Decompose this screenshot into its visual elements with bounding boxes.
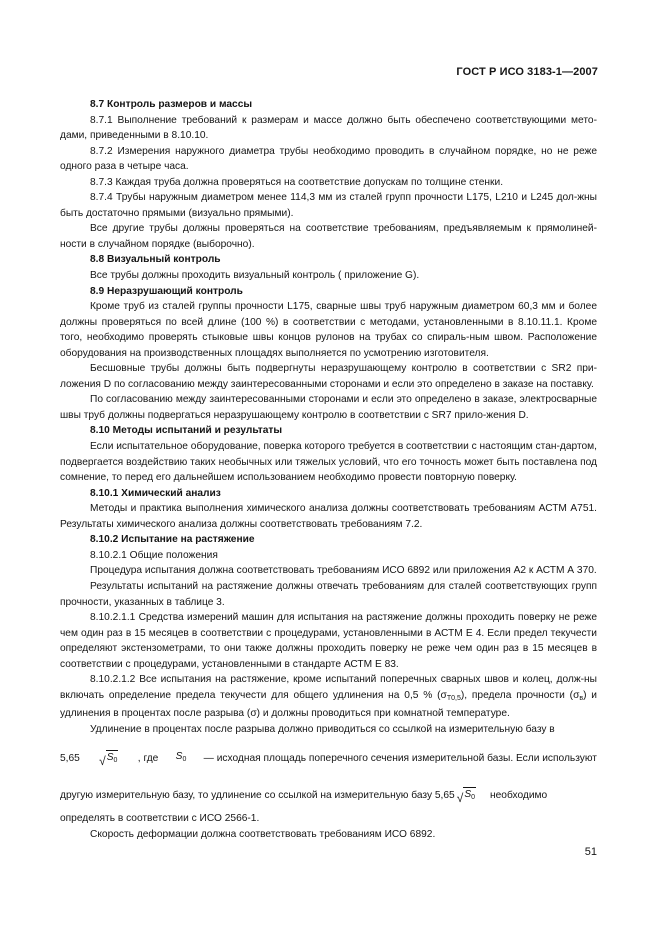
section-heading: 8.10.2 Испытание на растяжение bbox=[90, 534, 255, 546]
formula-text-where: , где bbox=[137, 752, 159, 764]
paragraph: Бесшовные трубы должны быть подвергнуты неразрушающему контролю в соответствии с SR2 при-ложения D по согласованию между заинтересованными сторонами и если это определено в заказе на поставку. bbox=[60, 363, 597, 390]
formula2-text-tail: необходимо bbox=[490, 789, 548, 801]
area-symbol: $S_0$ bbox=[175, 751, 187, 764]
paragraph: Все трубы должны проходить визуальный контроль ( приложение G). bbox=[90, 270, 420, 282]
formula2-text: другую измерительную базу, то удлинение со ссылкой на измерительную базу 5,65 bbox=[60, 789, 455, 801]
paragraph: 8.10.2.1 Общие положения bbox=[90, 549, 218, 561]
paragraph: По согласованию между заинтересованными сторонами и если это определено в заказе, электросварные швы труб должны подвергаться неразрушающему контролю в соответствии с SR7 прило-жения D. bbox=[60, 394, 597, 421]
paragraph-strain-rate: Скорость деформации должна соответствовать требованиям ИСО 6892. bbox=[90, 828, 436, 840]
paragraph: Результаты испытаний на растяжение должны отвечать требованиям для сталей соответствующих групп прочности, указанных в таблице 3. bbox=[60, 580, 597, 608]
section-heading: 8.7 Контроль размеров и массы bbox=[90, 99, 253, 110]
paragraph: 8.7.2 Измерения наружного диаметра трубы необходимо проводить в случайном порядке, но не реже одного раза в четыре часа. bbox=[60, 145, 597, 173]
sqrt-formula: √ $S_0$ bbox=[99, 751, 118, 768]
paragraph: 8.7.1 Выполнение требований к размерам и массе должно быть обеспечено соответствующими мето-дами, приведенными в 8.10.10. bbox=[60, 114, 597, 142]
sqrt-formula-2: √ $S_0$ bbox=[456, 788, 476, 805]
paragraph: Процедура испытания должна соответствовать требованиям ИСО 6892 или приложения А2 к АСТМ А 370. bbox=[90, 565, 597, 577]
paragraph: Кроме труб из сталей группы прочности L175, сварные швы труб наружным диаметром 60,3 мм и более должны проверяться по всей длине (100 %) в соответствии с методами, установленными в 8.10.11.1. Кроме того, необходимо проверять стыковые швы концов рулонов на трубах со спираль-ным швом. Расположение оборудования на производственных площадях выполняется по усмотрению изготовителя. bbox=[60, 301, 597, 359]
paragraph: 8.7.3 Каждая труба должна проверяться на соответствие допускам по толщине стенки. bbox=[90, 176, 504, 188]
paragraph: 8.7.4 Трубы наружным диаметром менее 114,3 мм из сталей групп прочности L175, L210 и L245 дол-жны быть достаточно прямыми (визуально прямыми). bbox=[60, 192, 597, 219]
formula-line bbox=[60, 737, 597, 779]
section-heading: 8.10 Методы испытаний и результаты bbox=[90, 425, 283, 437]
section-heading: 8.10.1 Химический анализ bbox=[90, 487, 221, 499]
document-header: ГОСТ Р ИСО 3183-1—2007 bbox=[456, 66, 598, 78]
paragraph: Если испытательное оборудование, поверка которого требуется в соответствии с настоящим стан-дартом, подвергается воздействию таких необычных или тяжелых условий, что его точность может быть поставлена под сомнение, то перед его дальнейшем использованием необходимо провести повторную поверку. bbox=[60, 441, 597, 484]
paragraph-elongation: Удлинение в процентах после разрыва должно приводиться со ссылкой на измерительную базу в bbox=[90, 723, 555, 735]
paragraph-elongation-end: определять в соответствии с ИСО 2566-1. bbox=[60, 813, 260, 825]
formula-text-definition: — исходная площадь поперечного сечения измерительной базы. Если используют bbox=[203, 752, 597, 764]
paragraph: Методы и практика выполнения химического анализа должны соответствовать требованиям АСТМ А751. Результаты химического анализа должны соответствовать требованиям 7.2. bbox=[60, 503, 597, 530]
paragraph-list bbox=[60, 97, 597, 672]
formula-coefficient: 5,65 bbox=[60, 752, 80, 764]
document-body bbox=[60, 97, 597, 843]
paragraph: 8.10.2.1.1 Средства измерений машин для испытания на растяжение должны проходить поверку не реже чем один раз в 15 месяцев в соответствии с процедурами, установленными в АСТМ Е 4. Если предел текучести определяют экстензометрами, то они также должны проходить поверку не реже чем один раз в 15 месяцев в соответствии с процедурами, установленными в стандарте АСТМ Е 83. bbox=[60, 612, 597, 670]
section-heading: 8.8 Визуальный контроль bbox=[90, 254, 221, 266]
page-number: 51 bbox=[584, 846, 597, 858]
section-heading: 8.9 Неразрушающий контроль bbox=[90, 285, 243, 297]
paragraph: Все другие трубы должны проверяться на соответствие требованиям, предъявляемым к прямолиней-ности в случайном порядке (выборочно). bbox=[60, 223, 597, 250]
paragraph-stress-definition: 8.10.2.1.2 Все испытания на растяжение, кроме испытаний поперечных сварных швов и колец, долж-ны включать определение предела текучести для общего удлинения на 0,5 % $(\sigma_{T0,5})$, предела прочности $(\sigma_в)$ и удлинения в процентах после разрыва (σ) и должны проводиться при комнатной температуре. bbox=[60, 674, 597, 720]
formula-line-2 bbox=[60, 779, 597, 811]
